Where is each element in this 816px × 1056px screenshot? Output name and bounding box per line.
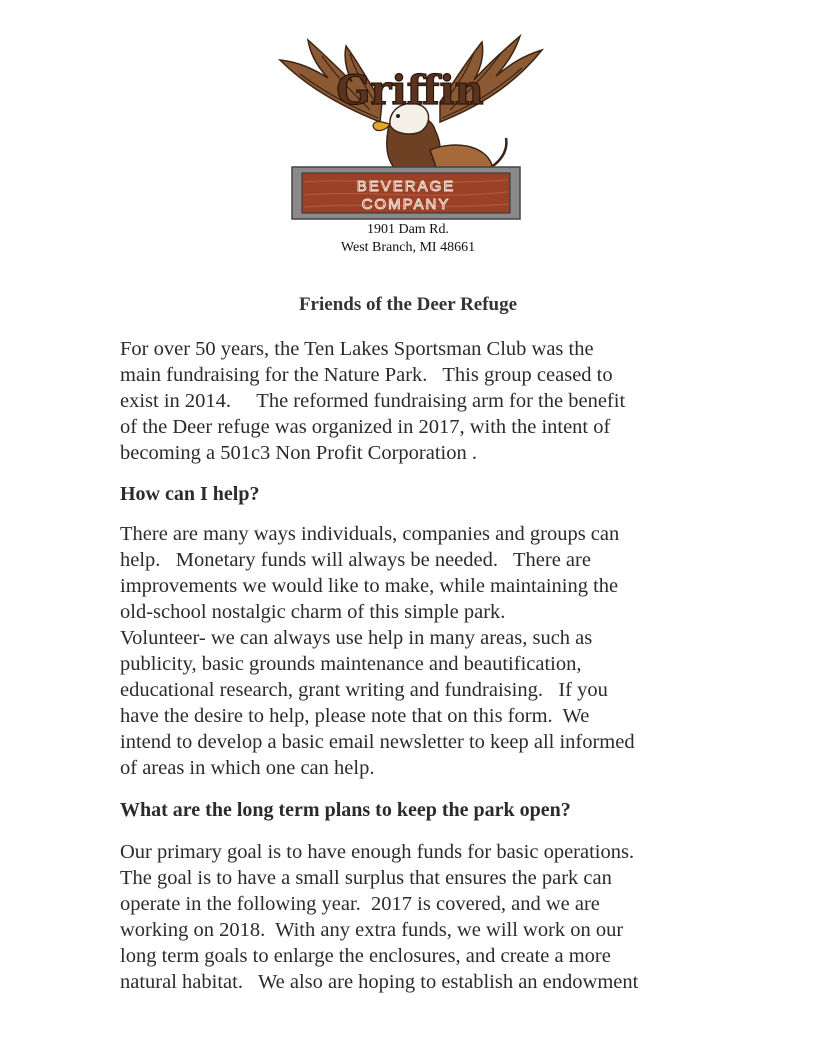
text-line: of the Deer refuge was organized in 2017, with the intent of [120, 416, 611, 438]
text-line: have the desire to help, please note that on this form. We [120, 705, 590, 727]
text-line: educational research, grant writing and fundraising. If you [120, 679, 608, 701]
help-heading: How can I help? [120, 483, 260, 505]
text-line: natural habitat. We also are hoping to establish an endowment [120, 971, 639, 993]
text-line: Volunteer- we can always use help in many areas, such as [120, 627, 593, 649]
brand-wordmark: Griffin [336, 67, 484, 114]
text-line: becoming a 501c3 Non Profit Corporation . [120, 442, 477, 464]
text-line: main fundraising for the Nature Park. This group ceased to [120, 364, 613, 386]
address-line-2: West Branch, MI 48661 [340, 240, 476, 255]
address-line-1: 1901 Dam Rd. [366, 222, 450, 237]
plans-paragraph [120, 839, 730, 995]
text-line: of areas in which one can help. [120, 757, 375, 779]
griffin-eagle-icon [270, 30, 550, 225]
plate-line-2: COMPANY [361, 196, 451, 213]
text-line: operate in the following year. 2017 is covered, and we are [120, 893, 600, 915]
text-line: For over 50 years, the Ten Lakes Sportsman Club was the [120, 338, 594, 360]
text-line: long term goals to enlarge the enclosures, and create a more [120, 945, 611, 967]
text-line: improvements we would like to make, while maintaining the [120, 575, 619, 597]
text-line: help. Monetary funds will always be needed. There are [120, 549, 591, 571]
help-paragraph [120, 521, 730, 781]
text-line: intend to develop a basic email newsletter to keep all informed [120, 731, 635, 753]
text-line: Our primary goal is to have enough funds for basic operations. [120, 841, 635, 863]
text-line: The goal is to have a small surplus that ensures the park can [120, 867, 612, 889]
text-line: publicity, basic grounds maintenance and beautification, [120, 653, 582, 675]
intro-paragraph [120, 336, 730, 466]
text-line: working on 2018. With any extra funds, we will work on our [120, 919, 624, 941]
text-line: There are many ways individuals, companies and groups can [120, 523, 620, 545]
plans-heading: What are the long term plans to keep the park open? [120, 799, 571, 821]
griffin-logo [270, 30, 550, 225]
document-title: Friends of the Deer Refuge [298, 294, 518, 315]
text-line: old-school nostalgic charm of this simple park. [120, 601, 506, 623]
plate-line-1: BEVERAGE [356, 178, 456, 195]
text-line: exist in 2014. The reformed fundraising arm for the benefit [120, 390, 626, 412]
